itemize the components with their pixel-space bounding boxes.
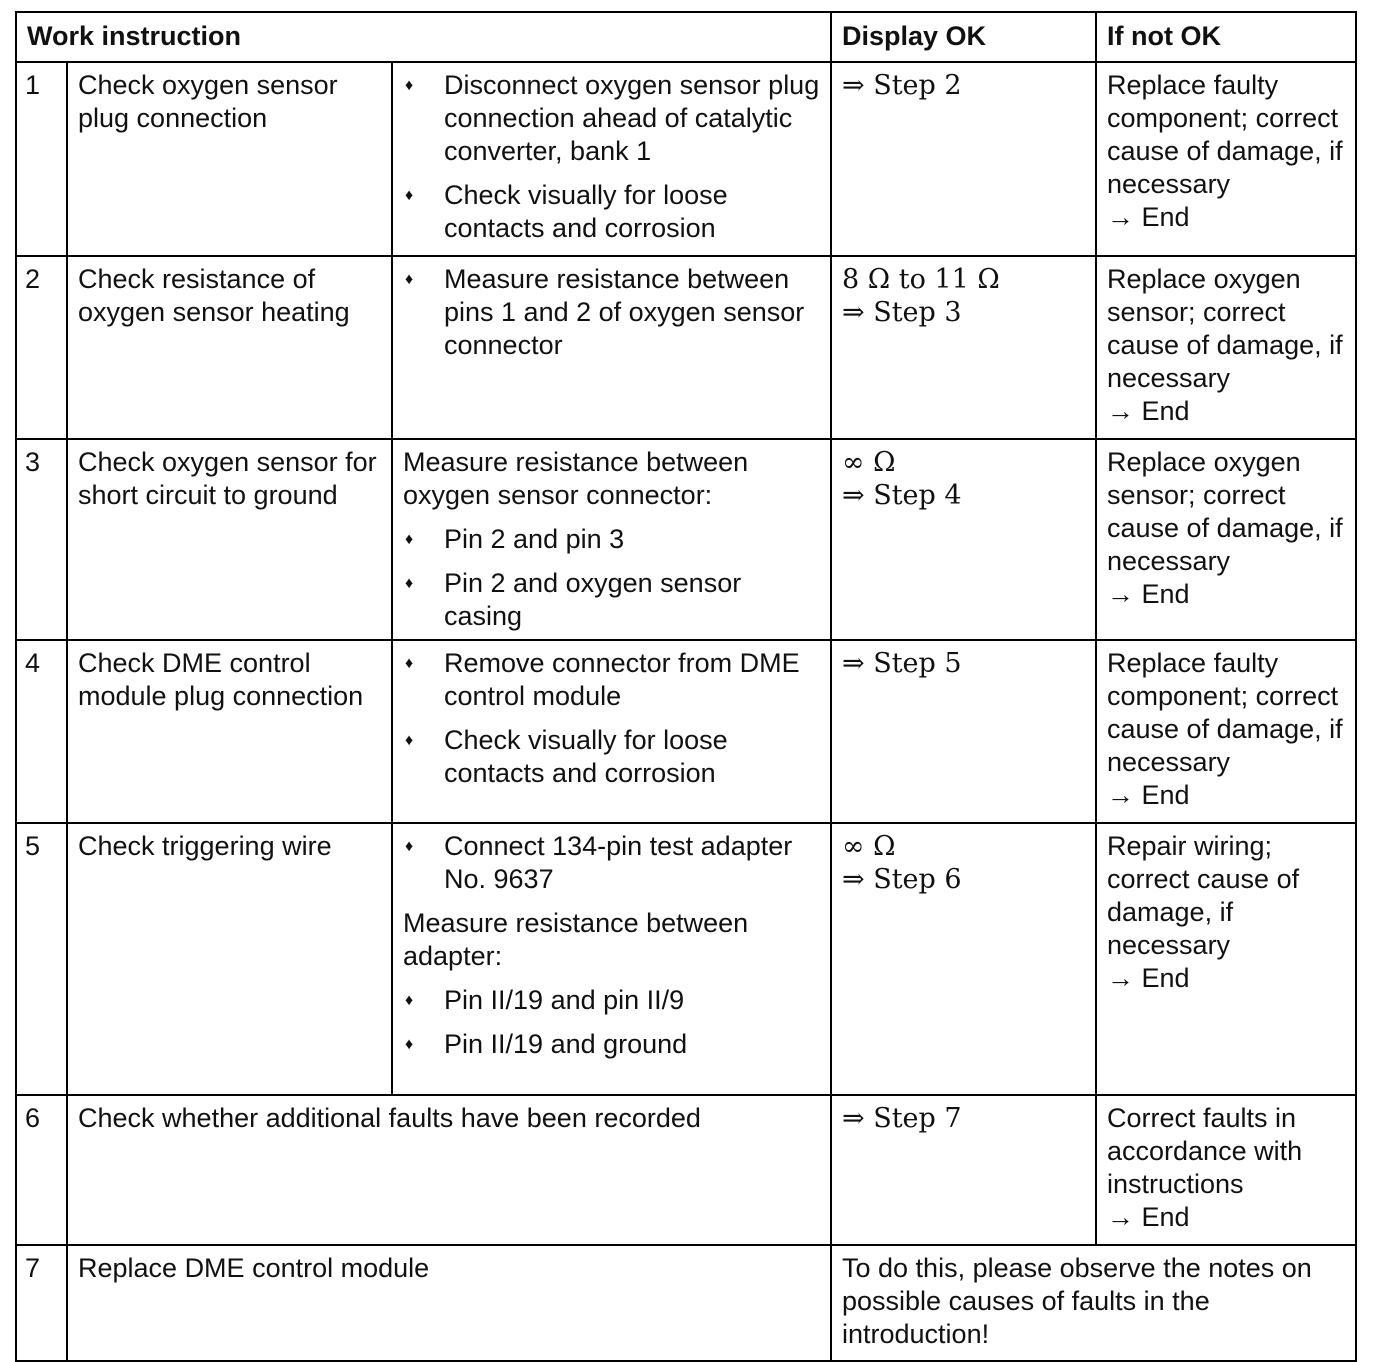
header-row [16, 12, 1356, 62]
action-item: ♦ Pin II/19 and pin II/9 [405, 985, 685, 1015]
step-check: Check oxygen sensor for short circuit to ground [67, 439, 392, 640]
action-item: ♦ Check visually for loose contacts and corrosion [405, 725, 728, 788]
step-number: 4 [16, 640, 67, 823]
table-row-step-4 [16, 640, 1356, 823]
bullet-diamond-icon: ♦ [405, 575, 414, 592]
step-check: Check whether additional faults have been recorded [67, 1095, 831, 1245]
step-display-ok: ∞ Ω ⇒ Step 4 [831, 439, 1096, 640]
action-item: ♦ Disconnect oxygen sensor plug connection ahead of catalytic converter, bank 1 [405, 70, 820, 166]
step-display-ok: ⇒ Step 5 [831, 640, 1096, 823]
bullet-diamond-icon: ♦ [405, 77, 414, 94]
step-check: Replace DME control module [67, 1245, 831, 1361]
bullet-diamond-icon: ♦ [405, 992, 414, 1009]
step-if-not-ok: Replace oxygen sensor; correct cause of damage, if necessary → End [1096, 256, 1356, 439]
action-item: ♦ Check visually for loose contacts and corrosion [405, 180, 728, 243]
bullet-diamond-icon: ♦ [405, 838, 414, 855]
table-row-step-1 [16, 62, 1356, 256]
bullet-diamond-icon: ♦ [405, 1036, 414, 1053]
table-row-step-5 [16, 823, 1356, 1095]
header-display-ok: Display OK [831, 12, 1096, 62]
step-display-ok: 8 Ω to 11 Ω ⇒ Step 3 [831, 256, 1096, 439]
action-item: ♦ Pin 2 and oxygen sensor casing [405, 568, 742, 631]
step-if-not-ok: Replace oxygen sensor; correct cause of damage, if necessary → End [1096, 439, 1356, 640]
step-number: 6 [16, 1095, 67, 1245]
table-row-step-3 [16, 439, 1356, 640]
action-item: ♦ Remove connector from DME control module [405, 648, 800, 711]
table-row-step-6 [16, 1095, 1356, 1245]
bullet-diamond-icon: ♦ [405, 655, 414, 672]
step-actions [392, 439, 831, 640]
action-intro: Measure resistance between adapter: [403, 908, 749, 971]
step-check: Check resistance of oxygen sensor heating [67, 256, 392, 439]
bullet-diamond-icon: ♦ [405, 271, 414, 288]
step-actions [392, 256, 831, 439]
action-intro: Measure resistance between oxygen sensor connector: [403, 447, 749, 510]
bullet-diamond-icon: ♦ [405, 187, 414, 204]
step-note: To do this, please observe the notes on possible causes of faults in the introduction! [831, 1245, 1356, 1361]
step-number: 1 [16, 62, 67, 256]
step-number: 3 [16, 439, 67, 640]
action-item: ♦ Pin II/19 and ground [405, 1029, 688, 1059]
step-check: Check triggering wire [67, 823, 392, 1095]
step-display-ok: ⇒ Step 7 [831, 1095, 1096, 1245]
bullet-diamond-icon: ♦ [405, 531, 414, 548]
step-display-ok: ⇒ Step 2 [831, 62, 1096, 256]
step-display-ok: ∞ Ω ⇒ Step 6 [831, 823, 1096, 1095]
step-actions [392, 62, 831, 256]
action-item: ♦ Pin 2 and pin 3 [405, 524, 625, 554]
step-number: 5 [16, 823, 67, 1095]
step-if-not-ok: Replace faulty component; correct cause of damage, if necessary → End [1096, 62, 1356, 256]
step-number: 7 [16, 1245, 67, 1361]
bullet-diamond-icon: ♦ [405, 732, 414, 749]
step-number: 2 [16, 256, 67, 439]
step-check: Check oxygen sensor plug connection [67, 62, 392, 256]
work-instruction-table-wrapper [15, 11, 1357, 1362]
step-actions [392, 640, 831, 823]
action-item: ♦ Connect 134-pin test adapter No. 9637 [405, 831, 793, 894]
header-if-not-ok: If not OK [1096, 12, 1356, 62]
header-work-instruction: Work instruction [16, 12, 831, 62]
step-if-not-ok: Repair wiring; correct cause of damage, if necessary → End [1096, 823, 1356, 1095]
step-check: Check DME control module plug connection [67, 640, 392, 823]
work-instruction-table [15, 11, 1357, 1362]
table-row-step-2 [16, 256, 1356, 439]
step-actions [392, 823, 831, 1095]
action-item: ♦ Measure resistance between pins 1 and 2 of oxygen sensor connector [405, 264, 805, 360]
step-if-not-ok: Replace faulty component; correct cause of damage, if necessary → End [1096, 640, 1356, 823]
step-if-not-ok: Correct faults in accordance with instructions → End [1096, 1095, 1356, 1245]
table-row-step-7 [16, 1245, 1356, 1361]
